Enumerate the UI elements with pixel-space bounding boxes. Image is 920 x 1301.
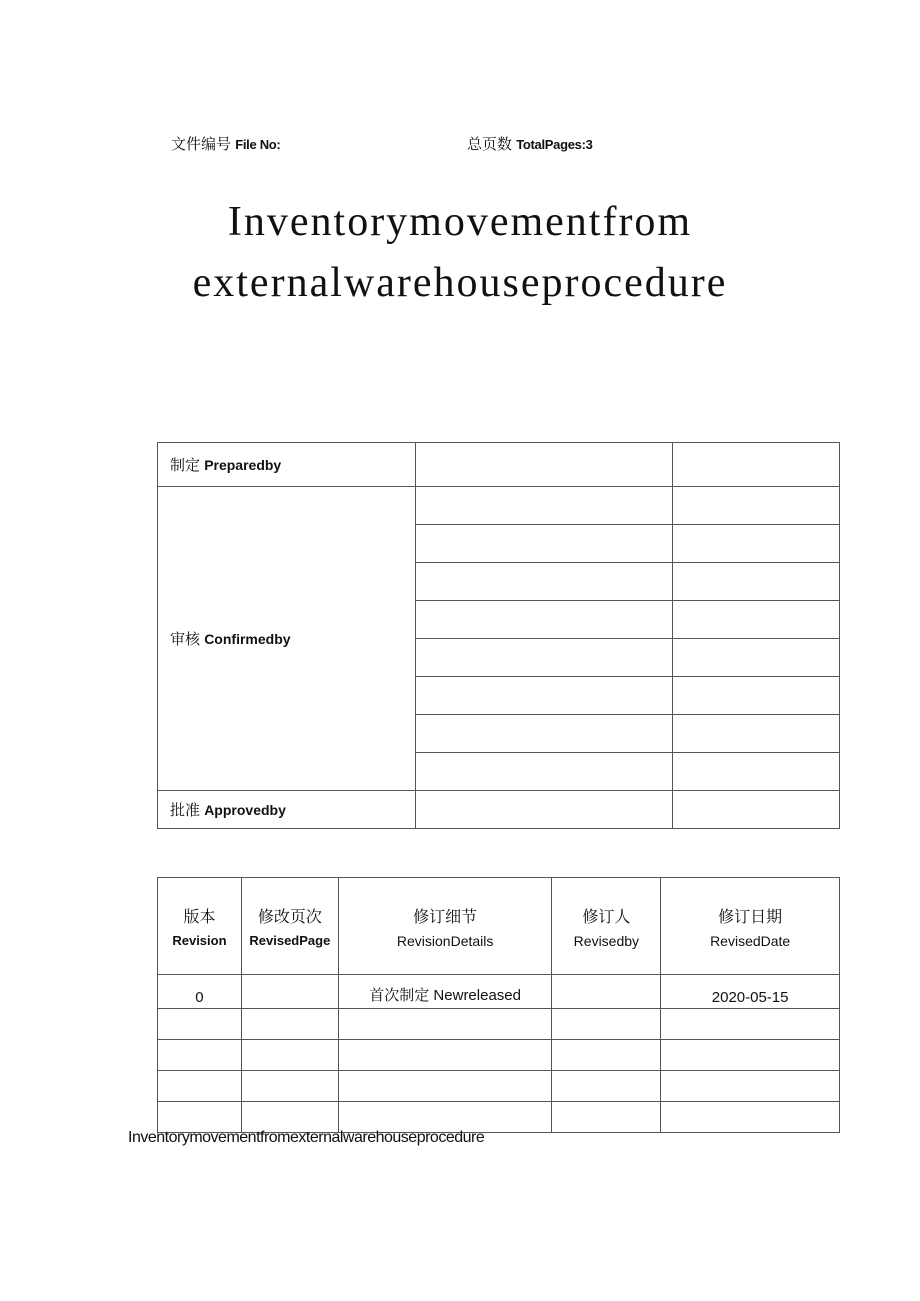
approved-by-cn: 批准 <box>170 801 201 819</box>
confirmed-by-name-cell <box>415 639 673 677</box>
revision-history-table <box>157 877 840 1133</box>
prepared-by-cn: 制定 <box>170 456 201 474</box>
table-row <box>158 975 840 1009</box>
prepared-by-name-cell <box>415 443 673 487</box>
revision-cell-page <box>241 975 338 1009</box>
revision-header-revised-by <box>552 878 661 975</box>
confirmed-by-name-cell <box>415 525 673 563</box>
revision-header-date <box>661 878 840 975</box>
revision-cell-date: 2020-05-15 <box>661 975 840 1009</box>
revision-cell-revised-by <box>552 975 661 1009</box>
confirmed-by-name-cell <box>415 753 673 791</box>
revision-header-page <box>241 878 338 975</box>
confirmed-by-name-cell <box>415 487 673 525</box>
confirmed-by-date-cell <box>673 677 840 715</box>
header-revisedby-en: Revisedby <box>573 932 640 949</box>
confirmed-by-date-cell <box>673 639 840 677</box>
confirmed-by-name-cell <box>415 715 673 753</box>
total-pages-label-en: TotalPages:3 <box>516 137 593 152</box>
prepared-by-en: Preparedby <box>204 457 282 473</box>
confirmed-by-date-cell <box>673 525 840 563</box>
file-number-label-en: File No: <box>235 137 281 152</box>
approved-by-date-cell <box>673 791 840 829</box>
header-details-en: RevisionDetails <box>396 932 494 949</box>
header-date-cn: 修订日期 <box>718 906 783 926</box>
confirmed-by-label <box>158 487 416 791</box>
table-row <box>158 1071 840 1102</box>
confirmed-by-date-cell <box>673 753 840 791</box>
table-row <box>158 1040 840 1071</box>
revision-header-row <box>158 878 840 975</box>
header-date-en: RevisedDate <box>710 932 791 949</box>
approved-by-label <box>158 791 416 829</box>
revision-details-text: 首次制定 Newreleased <box>369 987 521 1004</box>
confirmed-by-en: Confirmedby <box>204 631 291 647</box>
total-pages <box>467 133 593 154</box>
document-title-line1: Inventorymovementfrom <box>227 199 693 245</box>
prepared-by-date-cell <box>673 443 840 487</box>
confirmed-by-name-cell <box>415 677 673 715</box>
confirmed-by-date-cell <box>673 563 840 601</box>
file-number <box>171 133 280 154</box>
confirmed-by-name-cell <box>415 563 673 601</box>
revision-cell-details <box>338 975 552 1009</box>
table-row <box>158 1009 840 1040</box>
footer-title: Inventorymovementfromexternalwarehouseprocedure <box>128 1129 485 1146</box>
approved-by-name-cell <box>415 791 673 829</box>
confirmed-by-date-cell <box>673 715 840 753</box>
revision-header-version <box>158 878 242 975</box>
confirmed-by-name-cell <box>415 601 673 639</box>
approved-by-en: Approvedby <box>204 802 286 818</box>
header-page-en: RevisedPage <box>249 933 331 948</box>
file-number-label-cn: 文件编号 <box>171 135 232 153</box>
confirmed-by-date-cell <box>673 487 840 525</box>
header-version-en: Revision <box>172 933 227 948</box>
prepared-by-label <box>158 443 416 487</box>
table-row <box>158 1102 840 1133</box>
signature-table <box>157 442 840 829</box>
confirmed-by-cn: 审核 <box>170 630 201 648</box>
header-version-cn: 版本 <box>183 907 216 926</box>
confirmed-by-date-cell <box>673 601 840 639</box>
total-pages-label-cn: 总页数 <box>467 135 513 153</box>
header-details-cn: 修订细节 <box>413 906 478 926</box>
header-revisedby-cn: 修订人 <box>582 906 631 926</box>
document-title-line2: externalwarehouseprocedure <box>192 260 728 306</box>
revision-cell-version: 0 <box>158 975 242 1009</box>
revision-header-details <box>338 878 552 975</box>
header-page-cn: 修改页次 <box>257 907 322 926</box>
